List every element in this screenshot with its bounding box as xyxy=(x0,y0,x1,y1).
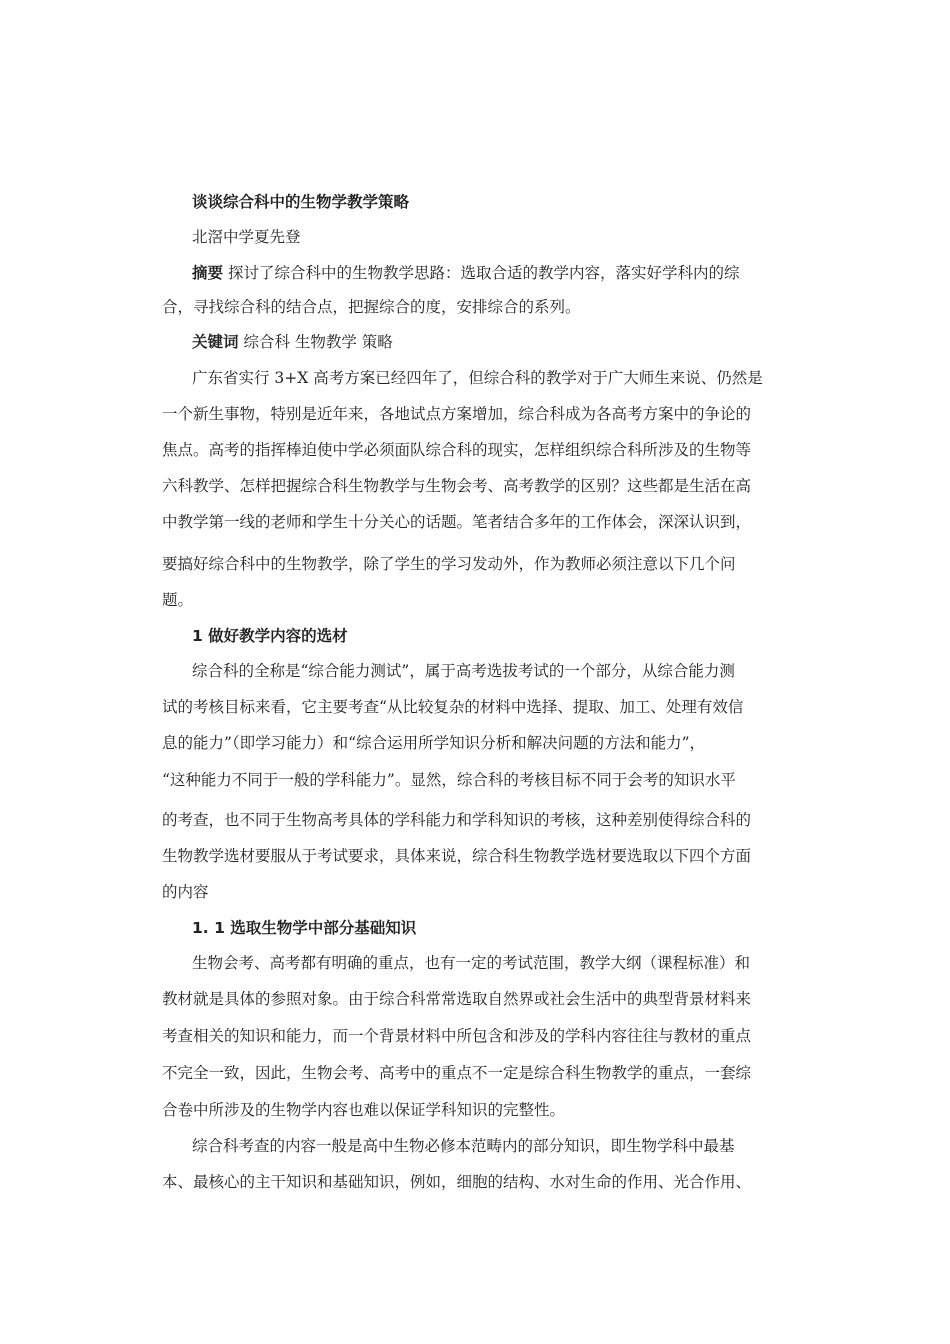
keywords-text: 综合科 生物教学 策略 xyxy=(243,333,393,351)
section-1-line: 生物教学选材要服从于考试要求，具体来说，综合科生物教学选材要选取以下四个方面 xyxy=(162,847,752,865)
doc-title: 谈谈综合科中的生物学教学策略 xyxy=(192,193,410,211)
section-1-1-line: 综合科考查的内容一般是高中生物必修本范畴内的部分知识，即生物学科中最基 xyxy=(192,1137,735,1155)
intro-line: 要搞好综合科中的生物教学，除了学生的学习发动外，作为教师必须注意以下几个问 xyxy=(162,555,736,573)
intro-line: 六科教学、怎样把握综合科生物教学与生物会考、高考教学的区别？这些都是生活在高 xyxy=(162,477,752,495)
section-1-1-line: 合卷中所涉及的生物学内容也难以保证学科知识的完整性。 xyxy=(162,1101,566,1119)
section-1-1-heading: 1. 1 选取生物学中部分基础知识 xyxy=(192,919,417,937)
section-1-1-line: 考查相关的知识和能力，而一个背景材料中所包含和涉及的学科内容往往与教材的重点 xyxy=(162,1027,752,1045)
keywords-label: 关键词 xyxy=(192,333,239,351)
intro-line: 中教学第一线的老师和学生十分关心的话题。笔者结合多年的工作体会，深深认识到， xyxy=(162,513,752,531)
section-1-heading: 1 做好教学内容的选材 xyxy=(192,627,348,645)
section-1-line: 的内容 xyxy=(162,883,209,901)
section-1-1-line: 不完全一致，因此，生物会考、高考中的重点不一定是综合科生物教学的重点，一套综 xyxy=(162,1064,752,1082)
abstract-line-1 xyxy=(192,263,739,283)
section-1-line: 的考查，也不同于生物高考具体的学科能力和学科知识的考核，这种差别使得综合科的 xyxy=(162,811,752,829)
author-line: 北滘中学夏先登 xyxy=(192,228,301,246)
intro-line: 一个新生事物，特别是近年来，各地试点方案增加，综合科成为各高考方案中的争论的 xyxy=(162,405,752,423)
abstract-label: 摘要 xyxy=(192,264,224,282)
abstract-text-1: 探讨了综合科中的生物教学思路：选取合适的教学内容，落实好学科内的综 xyxy=(227,264,740,282)
keywords-line xyxy=(192,332,393,352)
section-1-line: 试的考核目标来看，它主要考查“从比较复杂的材料中选择、提取、加工、处理有效信 xyxy=(162,698,744,716)
section-1-1-line: 生物会考、高考都有明确的重点，也有一定的考试范围，教学大纲（课程标准）和 xyxy=(192,954,751,972)
intro-line: 焦点。高考的指挥棒迫使中学必须面队综合科的现实，怎样组织综合科所涉及的生物等 xyxy=(162,441,752,459)
section-1-line: “这种能力不同于一般的学科能力”。显然，综合科的考核目标不同于会考的知识水平 xyxy=(162,771,736,789)
section-1-line: 息的能力”（即学习能力）和“综合运用所学知识分析和解决问题的方法和能力”， xyxy=(162,734,706,752)
section-1-1-line: 本、最核心的主干知识和基础知识，例如，细胞的结构、水对生命的作用、光合作用、 xyxy=(162,1173,752,1191)
intro-line: 题。 xyxy=(162,591,194,609)
intro-line: 广东省实行 3+X 高考方案已经四年了，但综合科的教学对于广大师生来说、仍然是 xyxy=(192,369,763,387)
abstract-line-2: 合，寻找综合科的结合点，把握综合的度，安排综合的系列。 xyxy=(162,298,581,316)
section-1-1-line: 教材就是具体的参照对象。由于综合科常常选取自然界或社会生活中的典型背景材料来 xyxy=(162,990,752,1008)
section-1-line: 综合科的全称是“综合能力测试”，属于高考选拔考试的一个部分，从综合能力测 xyxy=(192,662,735,680)
